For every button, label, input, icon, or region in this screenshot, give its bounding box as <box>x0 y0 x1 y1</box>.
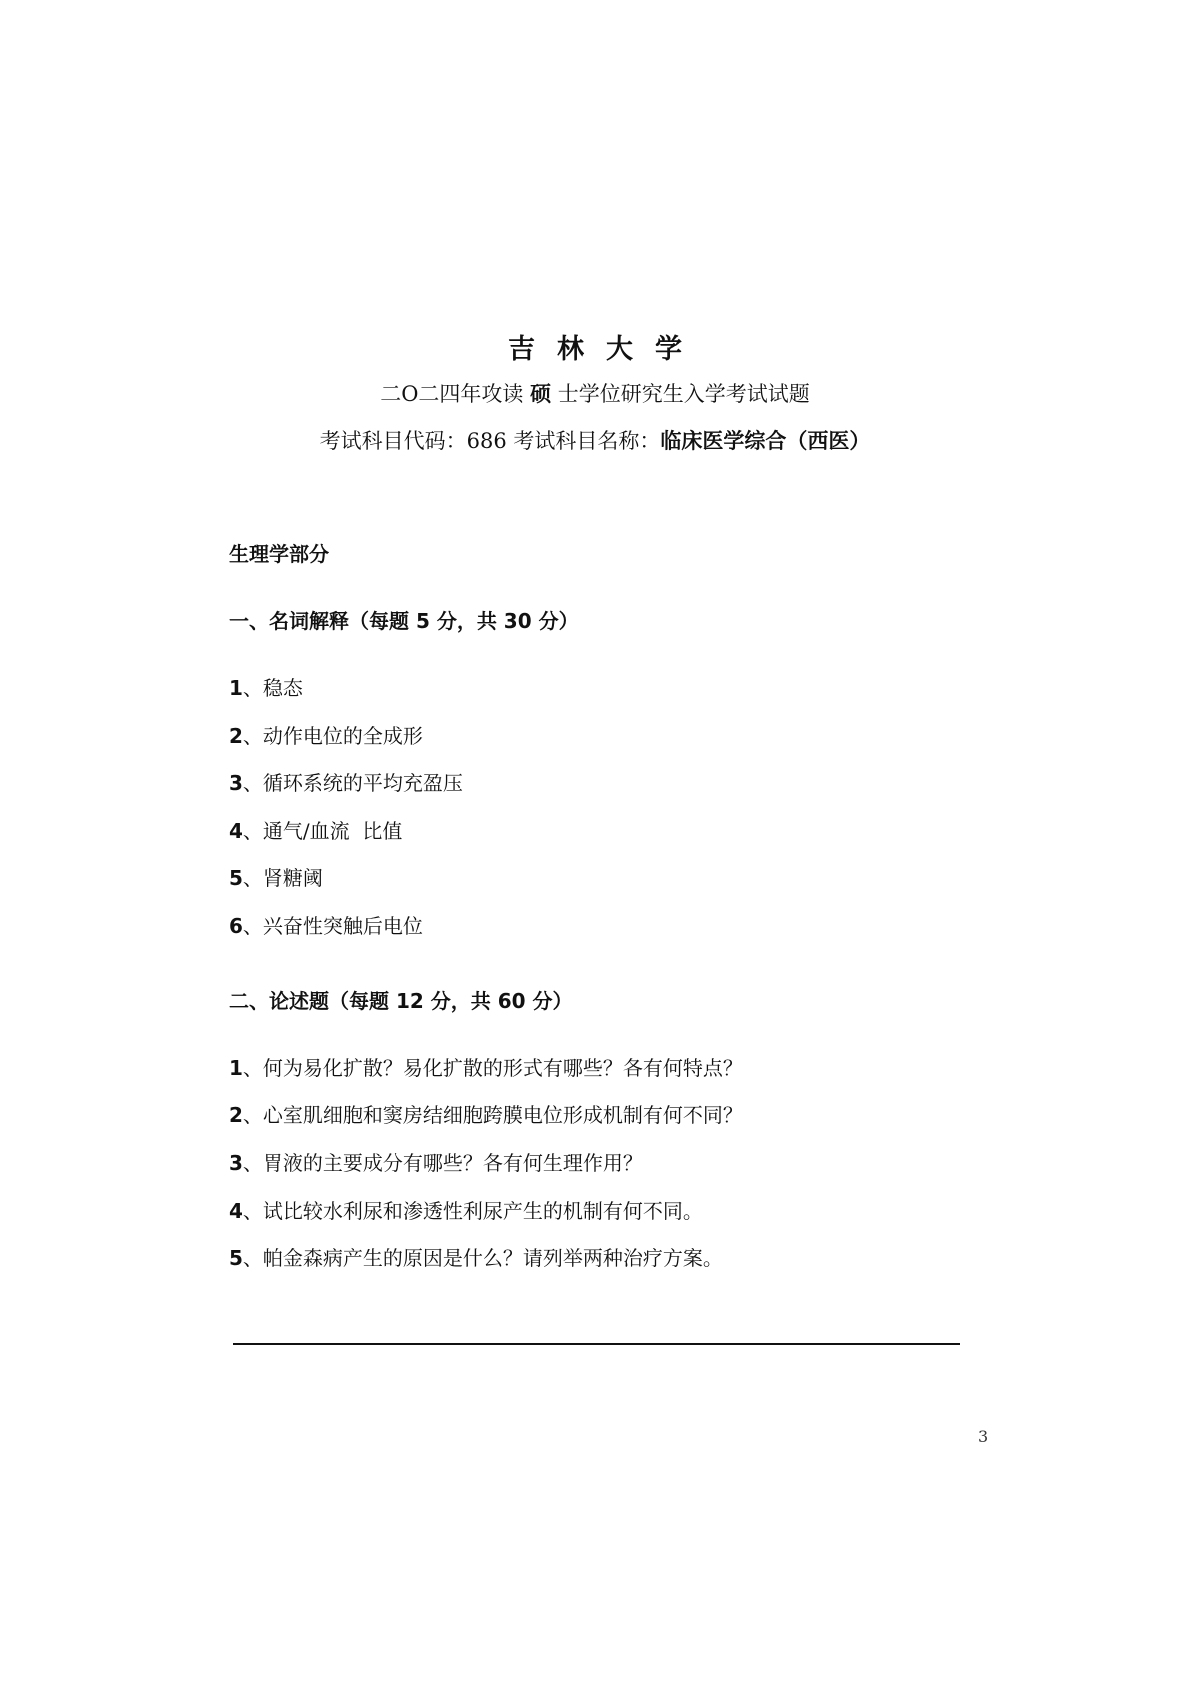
list-item: 2、动作电位的全成形 <box>229 724 423 748</box>
exam-prefix: 二O二四年攻读 <box>380 382 524 406</box>
subject-name: 临床医学综合（西医） <box>660 429 871 453</box>
footer-divider <box>233 1343 960 1345</box>
list-item: 4、通气/血流 比值 <box>229 819 403 843</box>
list-item: 5、帕金森病产生的原因是什么？请列举两种治疗方案。 <box>229 1246 723 1270</box>
page-number: 3 <box>978 1427 989 1446</box>
part-title: 生理学部分 <box>229 542 329 566</box>
list-item: 4、试比较水利尿和渗透性利尿产生的机制有何不同。 <box>229 1199 703 1223</box>
list-item: 5、肾糖阈 <box>229 866 323 890</box>
exam-subtitle <box>0 378 1190 408</box>
list-item: 1、稳态 <box>229 676 303 700</box>
exam-suffix: 士学位研究生入学考试试题 <box>557 382 810 406</box>
degree-label: 硕 <box>530 382 552 406</box>
list-item: 1、何为易化扩散？易化扩散的形式有哪些？各有何特点？ <box>229 1056 743 1080</box>
section-heading-terms: 一、名词解释（每题 5 分，共 30 分） <box>229 609 579 633</box>
list-item: 2、心室肌细胞和窦房结细胞跨膜电位形成机制有何不同？ <box>229 1103 743 1127</box>
university-title: 吉林大学 <box>508 334 704 365</box>
section-heading-essays: 二、论述题（每题 12 分，共 60 分） <box>229 989 573 1013</box>
list-item: 3、胃液的主要成分有哪些？各有何生理作用？ <box>229 1151 643 1175</box>
list-item: 6、兴奋性突触后电位 <box>229 914 423 938</box>
list-item: 3、循环系统的平均充盈压 <box>229 771 463 795</box>
subject-line <box>0 425 1190 455</box>
subject-code-label: 考试科目代码：686 考试科目名称： <box>319 429 661 453</box>
